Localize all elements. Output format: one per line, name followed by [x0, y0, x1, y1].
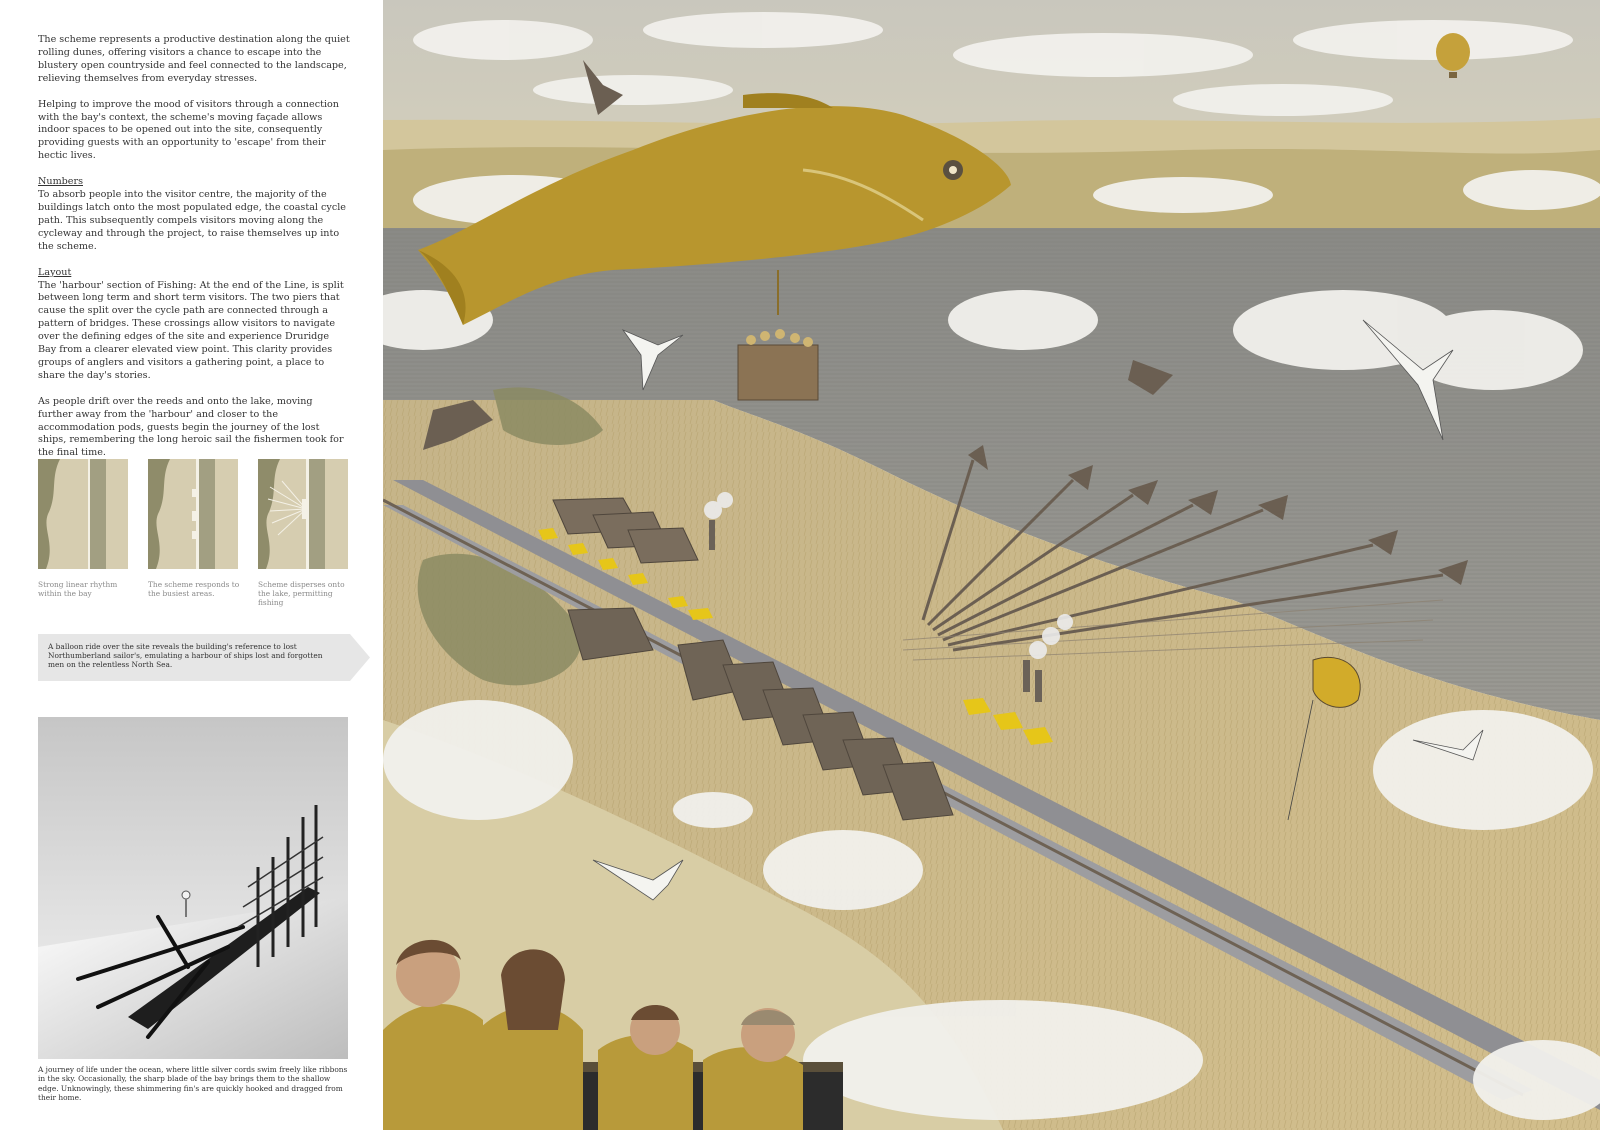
intro-paragraph-1: The scheme represents a productive destination along the quiet rolling dunes, offering visitors a chance to escape into the blustery open countryside and feel connected to the landscape, relieving themselves from everyday stresses.: [38, 34, 350, 84]
diagram-strip: [38, 459, 348, 569]
numbers-body: To absorb people into the visitor centre, the majority of the buildings latch onto the most populated edge, the coastal cycle path. This subsequently compels visitors moving along the cycleway and through the project, to raise themselves up into the scheme.: [38, 189, 346, 252]
callout-text: A balloon ride over the site reveals the building's reference to lost Northumberland sailor's, emulating a harbour of ships lost and forgotten men on the relentless North Sea.: [48, 642, 323, 670]
description-text: [38, 34, 350, 473]
diagram-caption-1: Strong linear rhythm within the bay: [38, 580, 118, 598]
diagram-disperses: [258, 459, 348, 569]
photo-caption: A journey of life under the ocean, where little silver cords swim freely like ribbons in the sky. Occasionally, the sharp blade of the bay brings them to the shallow edge. Unknowingly, these shimmering fin's are quickly hooked and dragged from their home.: [38, 1065, 348, 1103]
layout-section: [38, 267, 350, 383]
site-illustration: [383, 0, 1600, 1130]
text-panel: [0, 0, 383, 1130]
numbers-section: [38, 176, 350, 253]
balloon-callout: [38, 634, 370, 681]
layout-body: The 'harbour' section of Fishing: At the end of the Line, is split between long term and short term visitors. The two piers that cause the split over the cycle path are connected through a pattern of bridges. These crossings allow visitors to navigate over the defining edges of the site and experience Druridge Bay from a clearer elevated view point. This clarity provides groups of anglers and visitors a gathering point, a place to share the day's stories.: [38, 279, 344, 381]
diagram-caption-2: The scheme responds to the busiest areas.: [148, 580, 240, 598]
closing-paragraph: As people drift over the reeds and onto the lake, moving further away from the 'harbour' and closer to the accommodation pods, guests begin the journey of the lost ships, remembering the long heroic sail the fishermen took for the final time.: [38, 395, 344, 459]
diagram-linear-rhythm: [38, 459, 128, 569]
pier-model-photo: [38, 717, 348, 1059]
layout-heading: Layout: [38, 266, 72, 278]
intro-paragraph-2: Helping to improve the mood of visitors through a connection with the bay's context, the scheme's moving façade allows indoor spaces to be opened out into the site, consequently providing guests with an opportunity to 'escape' from their hectic lives.: [38, 98, 339, 162]
diagram-busiest-areas: [148, 459, 238, 569]
diagram-caption-3: Scheme disperses onto the lake, permitting fishing: [258, 580, 345, 607]
numbers-heading: Numbers: [38, 176, 83, 188]
